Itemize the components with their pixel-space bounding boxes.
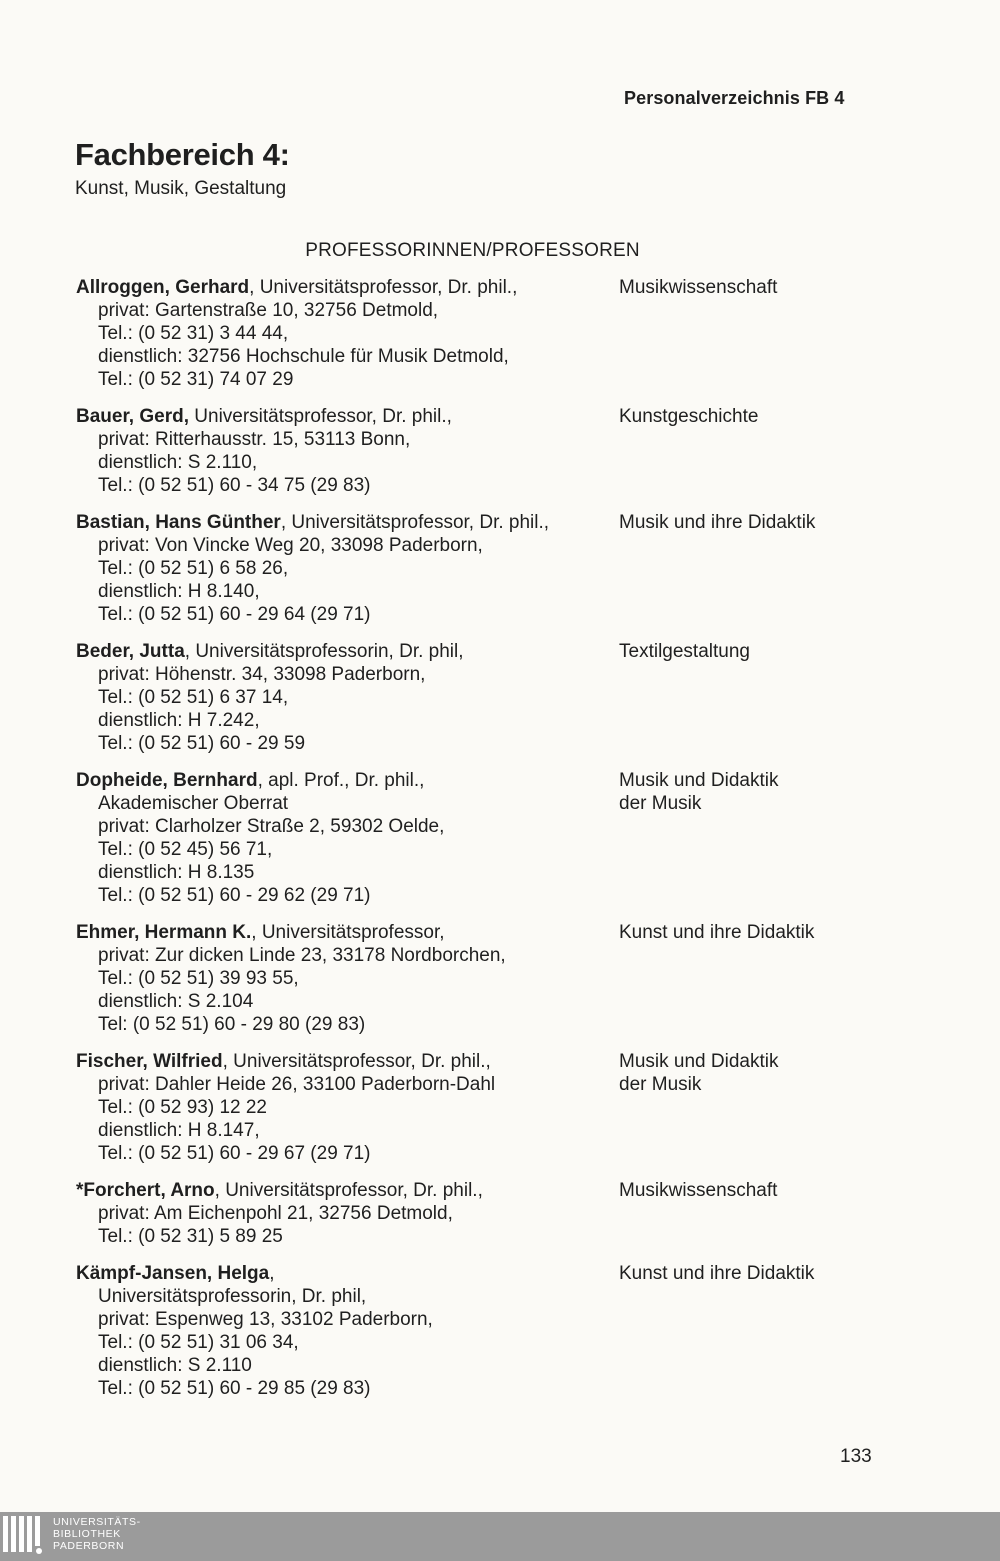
staff-field-line: Musikwissenschaft [619, 1180, 778, 1201]
staff-detail-line: Tel.: (0 52 51) 60 - 34 75 (29 83) [98, 475, 371, 496]
staff-detail-line: Universitätsprofessorin, Dr. phil, [98, 1286, 367, 1307]
staff-name-line [76, 276, 616, 299]
staff-detail-line: Tel.: (0 52 51) 6 58 26, [98, 558, 289, 579]
staff-detail-line: Tel.: (0 52 45) 56 71, [98, 839, 273, 860]
logo-line: UNIVERSITÄTS- [53, 1516, 141, 1528]
staff-name-line [76, 921, 616, 944]
staff-entry [76, 511, 956, 626]
staff-title: , Universitätsprofessorin, Dr. phil, [184, 641, 464, 662]
staff-detail-line: dienstlich: S 2.104 [98, 991, 254, 1012]
staff-detail-line: Tel.: (0 52 51) 60 - 29 59 [98, 733, 306, 754]
staff-name: Allroggen, Gerhard [76, 277, 250, 298]
staff-title: Universitätsprofessor, Dr. phil., [189, 406, 452, 427]
staff-detail-line: privat: Gartenstraße 10, 32756 Detmold, [98, 300, 439, 321]
staff-name-line [76, 769, 616, 792]
staff-detail-line: privat: Höhenstr. 34, 33098 Paderborn, [98, 664, 426, 685]
page-subtitle: Kunst, Musik, Gestaltung [75, 178, 287, 199]
staff-field [619, 1050, 949, 1096]
staff-name: Fischer, Wilfried [76, 1051, 223, 1072]
staff-field [619, 1262, 949, 1285]
staff-field-line: der Musik [619, 793, 702, 814]
staff-detail-line: dienstlich: S 2.110, [98, 452, 258, 473]
staff-detail-line: dienstlich: S 2.110 [98, 1355, 252, 1376]
staff-entry [76, 1050, 956, 1165]
staff-detail-line: privat: Am Eichenpohl 21, 32756 Detmold, [98, 1203, 453, 1224]
staff-detail-line: dienstlich: 32756 Hochschule für Musik Detmold, [98, 346, 509, 367]
staff-detail-line: privat: Clarholzer Straße 2, 59302 Oelde, [98, 816, 445, 837]
staff-field-line: Musik und ihre Didaktik [619, 512, 816, 533]
staff-detail-line: privat: Ritterhausstr. 15, 53113 Bonn, [98, 429, 411, 450]
staff-detail-line: privat: Espenweg 13, 33102 Paderborn, [98, 1309, 433, 1330]
staff-title: , Universitätsprofessor, [251, 922, 445, 943]
staff-field [619, 769, 949, 815]
logo-line: PADERBORN [53, 1540, 125, 1552]
staff-detail-line: Tel.: (0 52 51) 31 06 34, [98, 1332, 299, 1353]
staff-detail-line: privat: Von Vincke Weg 20, 33098 Paderborn, [98, 535, 483, 556]
staff-field-line: Kunst und ihre Didaktik [619, 1263, 815, 1284]
staff-details [76, 511, 616, 626]
staff-detail-line: Tel.: (0 52 51) 6 37 14, [98, 687, 289, 708]
staff-field-line: Musik und Didaktik [619, 770, 779, 791]
staff-name-line [76, 1050, 616, 1073]
staff-detail-line: Tel: (0 52 51) 60 - 29 80 (29 83) [98, 1014, 366, 1035]
staff-detail-line: Tel.: (0 52 51) 39 93 55, [98, 968, 299, 989]
staff-field [619, 511, 949, 534]
staff-title: , Universitätsprofessor, Dr. phil., [222, 1051, 491, 1072]
staff-entry [76, 769, 956, 907]
staff-name: Ehmer, Hermann K. [76, 922, 252, 943]
staff-detail-line: dienstlich: H 7.242, [98, 710, 260, 731]
staff-entry [76, 921, 956, 1036]
staff-name: Bauer, Gerd, [76, 406, 189, 427]
staff-field [619, 640, 949, 663]
staff-title: , apl. Prof., Dr. phil., [257, 770, 425, 791]
staff-details [76, 405, 616, 497]
staff-name-line [76, 405, 616, 428]
staff-field [619, 276, 949, 299]
staff-field-line: Musikwissenschaft [619, 277, 778, 298]
staff-detail-line: Tel.: (0 52 51) 60 - 29 62 (29 71) [98, 885, 371, 906]
staff-detail-line: Tel.: (0 52 31) 3 44 44, [98, 323, 289, 344]
staff-entry [76, 405, 956, 497]
staff-field-line: Kunst und ihre Didaktik [619, 922, 815, 943]
staff-name-line [76, 511, 616, 534]
staff-title: , Universitätsprofessor, Dr. phil., [249, 277, 518, 298]
staff-detail-line: Tel.: (0 52 51) 60 - 29 64 (29 71) [98, 604, 371, 625]
logo-line: BIBLIOTHEK [53, 1528, 121, 1540]
staff-field-line: Kunstgeschichte [619, 406, 759, 427]
library-footer [0, 1512, 1000, 1561]
section-heading: PROFESSORINNEN/PROFESSOREN [305, 240, 640, 261]
staff-name-line [76, 1262, 616, 1285]
staff-details [76, 769, 616, 907]
page-number: 133 [840, 1446, 872, 1467]
staff-field [619, 921, 949, 944]
staff-field [619, 405, 949, 428]
staff-details [76, 1050, 616, 1165]
staff-detail-line: dienstlich: H 8.147, [98, 1120, 260, 1141]
staff-detail-line: Tel.: (0 52 31) 5 89 25 [98, 1226, 283, 1247]
staff-detail-line: Tel.: (0 52 31) 74 07 29 [98, 369, 294, 390]
staff-details [76, 276, 616, 391]
staff-detail-line: Tel.: (0 52 51) 60 - 29 85 (29 83) [98, 1378, 371, 1399]
staff-title: , [269, 1263, 275, 1284]
logo-dot-icon [36, 1548, 42, 1554]
staff-name: Dopheide, Bernhard [76, 770, 258, 791]
staff-details [76, 1179, 616, 1248]
staff-field-line: der Musik [619, 1074, 702, 1095]
staff-detail-line: Tel.: (0 52 93) 12 22 [98, 1097, 267, 1118]
running-head: Personalverzeichnis FB 4 [624, 88, 845, 108]
staff-entry [76, 1262, 956, 1400]
page-title: Fachbereich 4: [75, 137, 290, 172]
staff-entry [76, 1179, 956, 1248]
staff-name-line [76, 640, 616, 663]
staff-detail-line: Tel.: (0 52 51) 60 - 29 67 (29 71) [98, 1143, 371, 1164]
staff-entry [76, 640, 956, 755]
staff-list [76, 276, 956, 1414]
staff-detail-line: Akademischer Oberrat [98, 793, 289, 814]
staff-title: , Universitätsprofessor, Dr. phil., [280, 512, 550, 533]
staff-title: , Universitätsprofessor, Dr. phil., [214, 1180, 483, 1201]
staff-field-line: Textilgestaltung [619, 641, 750, 662]
staff-details [76, 1262, 616, 1400]
staff-detail-line: dienstlich: H 8.135 [98, 862, 255, 883]
staff-detail-line: privat: Zur dicken Linde 23, 33178 Nordborchen, [98, 945, 506, 966]
staff-name: Kämpf-Jansen, Helga [76, 1263, 270, 1284]
staff-detail-line: privat: Dahler Heide 26, 33100 Paderborn-Dahl [98, 1074, 496, 1095]
staff-details [76, 640, 616, 755]
staff-name-line [76, 1179, 616, 1202]
staff-name: Bastian, Hans Günther [76, 512, 281, 533]
staff-details [76, 921, 616, 1036]
staff-detail-line: dienstlich: H 8.140, [98, 581, 260, 602]
staff-field-line: Musik und Didaktik [619, 1051, 779, 1072]
staff-entry [76, 276, 956, 391]
library-logo-text [53, 1516, 141, 1552]
staff-field [619, 1179, 949, 1202]
staff-name: *Forchert, Arno [76, 1180, 215, 1201]
staff-name: Beder, Jutta [76, 641, 185, 662]
